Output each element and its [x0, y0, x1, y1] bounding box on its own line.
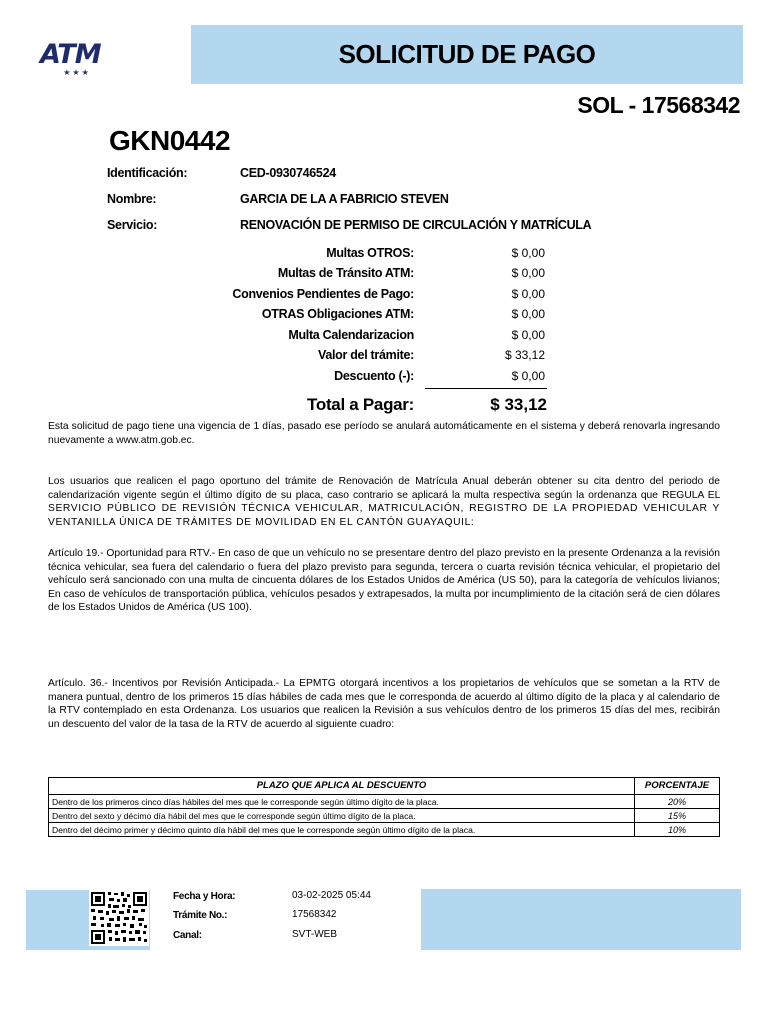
article-36: Artículo. 36.- Incentivos por Revisión Anticipada.- La EPMTG otorgará incentivos a los propietarios de vehículos que se sometan a la RTV de manera puntual, dentro de los primeros 15 días hábiles de cada mes que le corresponda de acuerdo al último dígito de la placa y al calendario de la RTV contemplado en esta Ordenanza. Los usuarios que realicen la Revisión a sus vehículos dentro de los primeros 15 días del mes, recibirán un descuento del valor de la tasa de la RTV de acuerdo al siguiente cuadro:	[48, 678, 720, 730]
total-divider	[425, 388, 547, 389]
identification-value: CED-0930746524	[240, 166, 336, 180]
title-banner	[191, 25, 743, 84]
fee-label: Multa Calendarizacion	[288, 328, 414, 342]
logo-stars: ★★★	[63, 68, 91, 77]
vehicle-plate: GKN0442	[109, 125, 231, 156]
page-title: SOLICITUD DE PAGO	[338, 39, 596, 69]
table-row	[49, 795, 720, 809]
validity-notice: Esta solicitud de pago tiene una vigencia de 1 días, pasado ese período se anulará automáticamente en el sistema y deberá renovarla ingresando nuevamente a www.atm.gob.ec.	[48, 421, 720, 446]
table-row	[49, 809, 720, 823]
table-cell-percentage: 15%	[635, 809, 720, 823]
name-label: Nombre:	[107, 192, 157, 206]
article-19: Artículo 19.- Oportunidad para RTV.- En caso de que un vehículo no se presentare dentro del plazo previsto en la presente Ordenanza a la revisión técnica vehicular, sea fuera del calendario o fuera del plazo previsto para segunda, tercera o cuarta revisión técnica vehicular, el propietario del vehículo será sancionado con una multa de cincuenta dólares de los Estados Unidos de América (US 50), para la categoría de vehículos livianos; En caso de vehículos de transportación pública, vehículos pesados y extrapesados, la multa por incumplimiento de la citación será de cien dólares de los Estados Unidos de América (US 100).	[48, 548, 720, 614]
footer-right-banner	[421, 889, 741, 950]
procedure-number-label: Trámite No.:	[173, 910, 228, 921]
table-cell-term: Dentro del décimo primer y décimo quinto día hábil del mes que le corresponde según último dígito de la placa.	[49, 823, 635, 837]
table-header-row	[49, 778, 720, 795]
logo-text: ATM	[40, 39, 101, 70]
datetime-value: 03-02-2025 05:44	[292, 890, 371, 901]
table-cell-percentage: 10%	[635, 823, 720, 837]
fee-label: Valor del trámite:	[317, 348, 414, 362]
fee-value: $ 0,00	[511, 307, 545, 321]
fee-value: $ 0,00	[511, 369, 545, 383]
channel-value: SVT-WEB	[292, 929, 338, 940]
header-term: PLAZO QUE APLICA AL DESCUENTO	[49, 778, 635, 795]
fee-value: $ 0,00	[511, 246, 545, 260]
fee-label: OTRAS Obligaciones ATM:	[261, 307, 414, 321]
table-cell-term: Dentro del sexto y décimo día hábil del mes que le corresponde según último dígito de la placa.	[49, 809, 635, 823]
atm-logo	[40, 40, 114, 80]
table-cell-percentage: 20%	[635, 795, 720, 809]
total-label: Total a Pagar:	[307, 395, 414, 414]
procedure-number-value: 17568342	[292, 909, 337, 920]
table-cell-term: Dentro de los primeros cinco días hábiles del mes que le corresponde según último dígito de la placa.	[49, 795, 635, 809]
fee-label: Multas OTROS:	[326, 246, 414, 260]
ordinance-name: SERVICIO PÚBLICO DE REVISIÓN TÉCNICA VEHICULAR, MATRICULACIÓN, REGISTRO DE LA PROPIEDAD VEHICULAR Y VENTANILLA ÚNICA DE TRÁMITES DE MOVILIDAD EN EL CANTÓN GUAYAQUIL:	[48, 503, 720, 528]
header-percentage: PORCENTAJE	[635, 778, 720, 795]
service-value: RENOVACIÓN DE PERMISO DE CIRCULACIÓN Y MATRÍCULA	[240, 218, 592, 232]
qr-code-icon	[89, 890, 149, 946]
users-notice-text: Los usuarios que realicen el pago oportuno del trámite de Renovación de Matrícula Anual deberán obtener su cita dentro del periodo de calendarización vigente según el último dígito de su placa, caso contrario se aplicará la multa respectiva según la ordenanza que REGULA EL	[48, 476, 720, 501]
qr-code	[89, 890, 149, 946]
identification-label: Identificación:	[107, 166, 188, 180]
channel-label: Canal:	[173, 930, 202, 941]
service-label: Servicio:	[107, 218, 158, 232]
discount-table	[48, 777, 720, 837]
total-value: $ 33,12	[490, 395, 547, 414]
datetime-label: Fecha y Hora:	[173, 891, 236, 902]
users-notice	[48, 475, 720, 529]
table-row	[49, 823, 720, 837]
request-number: SOL - 17568342	[577, 92, 740, 118]
fee-label: Multas de Tránsito ATM:	[277, 266, 414, 280]
fee-value: $ 0,00	[511, 266, 545, 280]
fee-label: Descuento (-):	[334, 369, 414, 383]
fee-value: $ 0,00	[511, 328, 545, 342]
fee-value: $ 33,12	[504, 348, 545, 362]
fee-value: $ 0,00	[511, 287, 545, 301]
fee-label: Convenios Pendientes de Pago:	[232, 287, 414, 301]
name-value: GARCIA DE LA A FABRICIO STEVEN	[240, 192, 449, 206]
